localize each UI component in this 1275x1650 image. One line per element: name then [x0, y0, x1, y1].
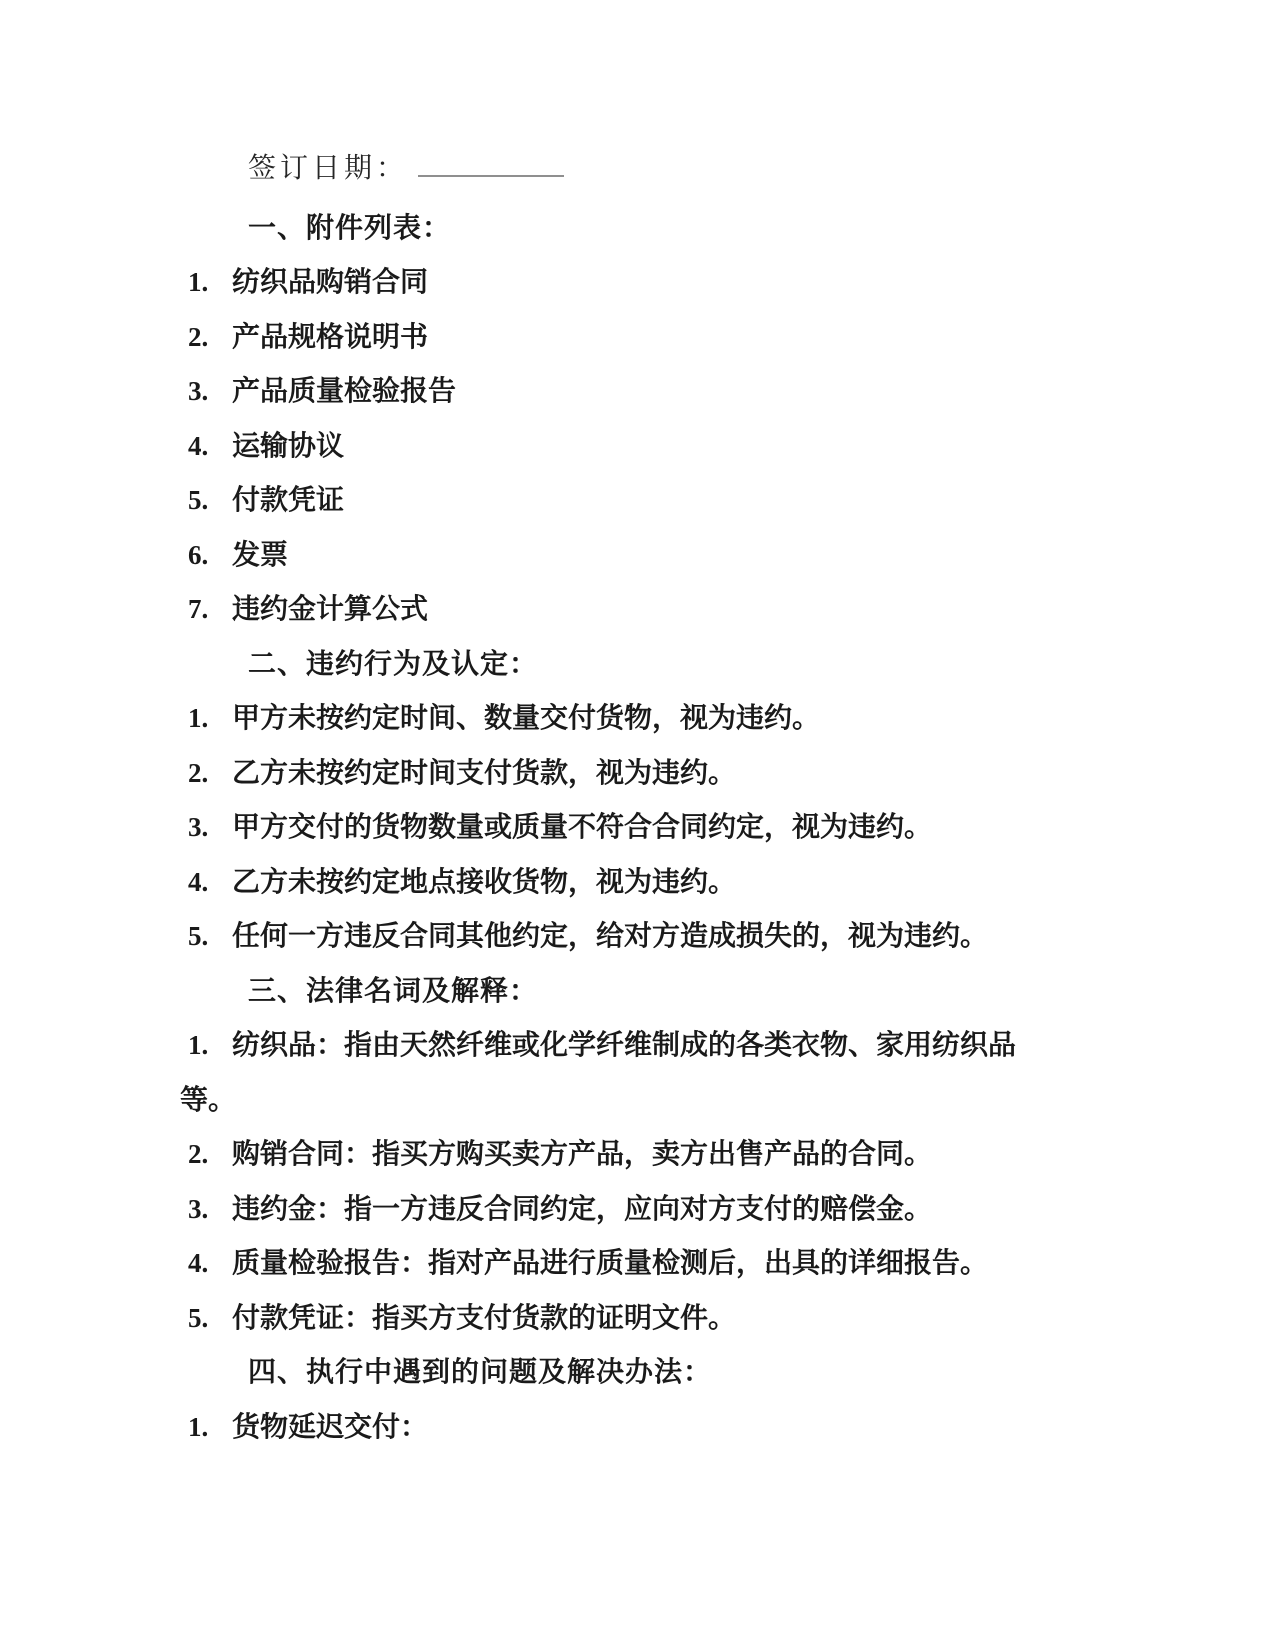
item-text: 货物延迟交付： — [232, 1410, 429, 1442]
item-text: 付款凭证：指买方支付货款的证明文件。 — [232, 1301, 737, 1333]
item-text: 违约金计算公式 — [232, 593, 429, 624]
section-breach-heading: 二、违约行为及认定： — [248, 647, 539, 679]
list-item — [180, 800, 1047, 855]
list-item — [180, 1236, 1047, 1291]
item-number: 7. — [188, 594, 209, 624]
list-item — [180, 582, 1047, 637]
item-number: 2. — [188, 321, 209, 352]
list-item — [180, 746, 1047, 801]
item-number: 2. — [188, 1139, 209, 1169]
item-number: 3. — [188, 1193, 209, 1224]
list-item — [180, 1291, 1047, 1346]
item-number: 3. — [188, 812, 209, 842]
item-text: 任何一方违反合同其他约定，给对方造成损失的，视为违约。 — [232, 920, 989, 951]
item-number: 2. — [188, 757, 209, 788]
section-legal-terms-heading: 三、法律名词及解释： — [248, 974, 539, 1006]
list-item — [180, 255, 1047, 310]
list-item — [180, 1018, 1047, 1127]
item-text: 乙方未按约定地点接收货物，视为违约。 — [232, 865, 737, 897]
signing-date-line — [180, 142, 1275, 197]
item-number: 4. — [188, 1248, 209, 1278]
list-item — [180, 1182, 1047, 1237]
list-item — [180, 855, 1047, 910]
list-item — [180, 1400, 1047, 1455]
item-text: 纺织品购销合同 — [232, 266, 429, 297]
item-number: 5. — [188, 485, 209, 515]
item-number: 1. — [188, 1411, 209, 1442]
section-attachments-heading: 一、附件列表： — [248, 211, 452, 243]
item-number: 5. — [188, 921, 209, 951]
item-text: 付款凭证 — [232, 484, 345, 515]
list-item — [180, 364, 1047, 419]
item-text: 产品规格说明书 — [232, 320, 429, 352]
list-item — [180, 419, 1047, 474]
item-text: 运输协议 — [232, 429, 345, 461]
item-number: 4. — [188, 866, 209, 897]
item-text: 质量检验报告：指对产品进行质量检测后，出具的详细报告。 — [232, 1247, 989, 1278]
signing-date-label: 签订日期： — [248, 153, 409, 184]
item-text: 甲方交付的货物数量或质量不符合合同约定，视为违约。 — [232, 811, 933, 842]
item-number: 4. — [188, 430, 209, 461]
item-text: 纺织品：指由天然纤维或化学纤维制成的各类衣物、家用纺织品等。 — [180, 1029, 1017, 1115]
item-number: 1. — [188, 1030, 209, 1060]
item-text: 购销合同：指买方购买卖方产品，卖方出售产品的合同。 — [232, 1138, 933, 1169]
list-item — [180, 473, 1047, 528]
list-item — [180, 310, 1047, 365]
item-text: 产品质量检验报告 — [232, 375, 457, 406]
list-item — [180, 909, 1047, 964]
item-number: 1. — [188, 703, 209, 733]
contract-sections — [180, 201, 1275, 1455]
item-text: 违约金：指一方违反合同约定，应向对方支付的赔偿金。 — [232, 1192, 933, 1224]
signing-date-blank-underline — [418, 143, 564, 177]
item-number: 3. — [188, 376, 209, 406]
item-number: 6. — [188, 539, 209, 570]
list-item — [180, 691, 1047, 746]
item-number: 5. — [188, 1302, 209, 1333]
item-text: 发票 — [232, 538, 289, 570]
item-text: 甲方未按约定时间、数量交付货物，视为违约。 — [232, 702, 821, 733]
list-item — [180, 528, 1047, 583]
item-number: 1. — [188, 267, 209, 297]
section-execution-issues-heading: 四、执行中遇到的问题及解决办法： — [248, 1356, 713, 1387]
list-item — [180, 1127, 1047, 1182]
item-text: 乙方未按约定时间支付货款，视为违约。 — [232, 756, 737, 788]
